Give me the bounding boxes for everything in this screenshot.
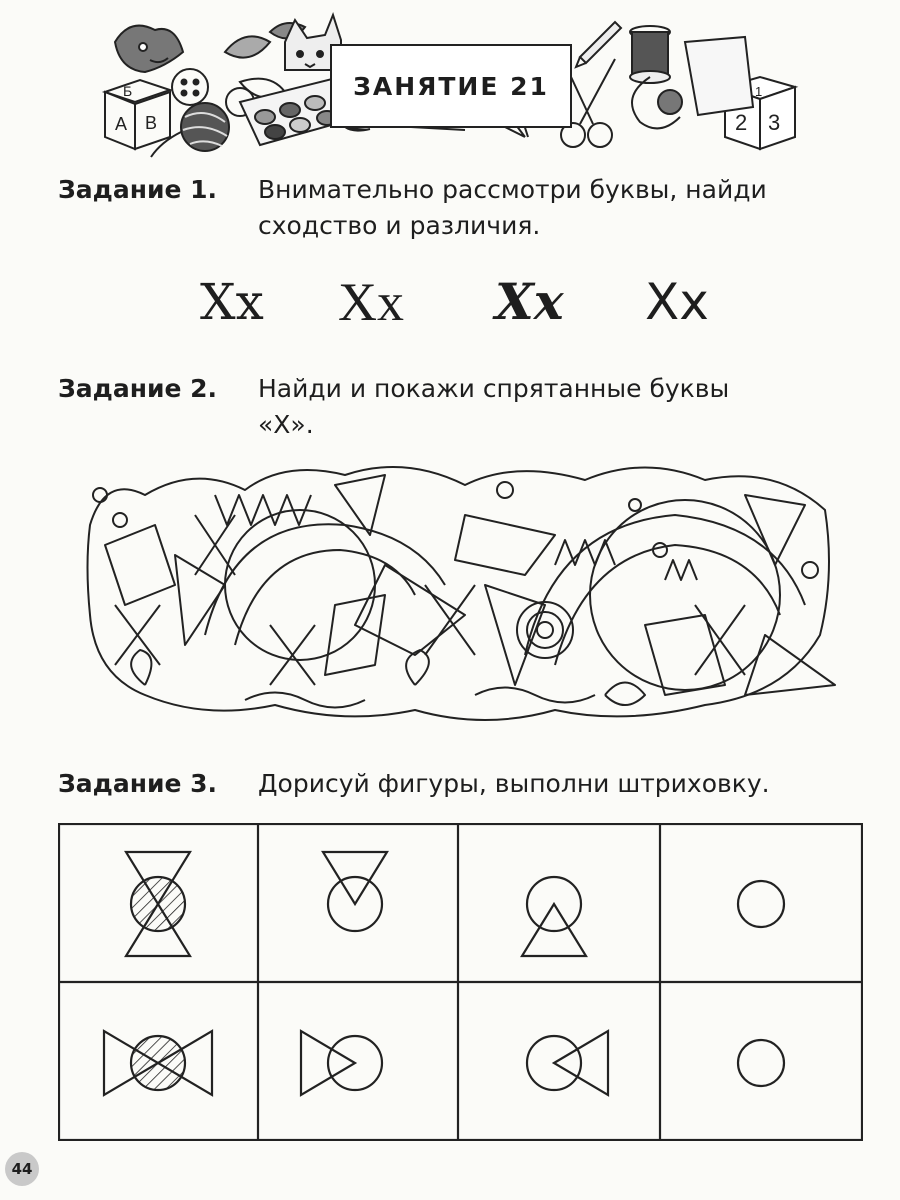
task-2-line-1: Найди и покажи спрятанные буквы (258, 374, 730, 403)
figure-hourglass-partial-3[interactable] (738, 881, 784, 927)
svg-text:A: A (115, 114, 128, 134)
task-3-label: Задание 3. (58, 769, 218, 798)
figure-hourglass-partial-1[interactable] (323, 852, 387, 931)
task-1-line-2: сходство и различия. (258, 211, 541, 240)
letter-samples (0, 272, 900, 342)
figure-bowtie-partial-3[interactable] (738, 1040, 784, 1086)
figures-grid (58, 823, 863, 1141)
svg-text:1: 1 (755, 84, 763, 99)
svg-text:3: 3 (768, 110, 781, 135)
svg-text:B: B (145, 113, 158, 133)
task-1-label: Задание 1. (58, 175, 218, 204)
task-1 (58, 172, 863, 252)
yarn-ball-icon (151, 103, 229, 157)
hidden-letters-puzzle[interactable] (85, 455, 840, 730)
svg-text:Б: Б (123, 83, 133, 99)
task-2 (58, 371, 863, 451)
task-3 (58, 766, 863, 806)
svg-text:2: 2 (735, 110, 748, 135)
dog-icon (115, 26, 183, 72)
task-1-line-1: Внимательно рассмотри буквы, найди (258, 175, 767, 204)
figure-bowtie-partial-1[interactable] (301, 1031, 382, 1095)
abc-blocks-icon (105, 80, 170, 149)
letter-sample-2: Хх (338, 272, 404, 332)
figure-hourglass-partial-2[interactable] (522, 877, 586, 956)
letter-sample-3: Хх (495, 272, 564, 331)
task-2-line-2: «Х». (258, 410, 314, 439)
task-2-label: Задание 2. (58, 374, 218, 403)
page-number: 44 (5, 1152, 39, 1186)
button-icon (172, 69, 208, 105)
letter-sample-4: Хх (645, 273, 709, 331)
figure-bowtie-partial-2[interactable] (527, 1031, 608, 1095)
figure-bowtie-complete (104, 1031, 212, 1095)
figure-hourglass-complete (126, 852, 190, 956)
task-3-line-1: Дорисуй фигуры, выполни штриховку. (258, 769, 770, 798)
letter-sample-1: Хх (200, 273, 264, 331)
lesson-title: ЗАНЯТИЕ 21 (330, 44, 572, 128)
